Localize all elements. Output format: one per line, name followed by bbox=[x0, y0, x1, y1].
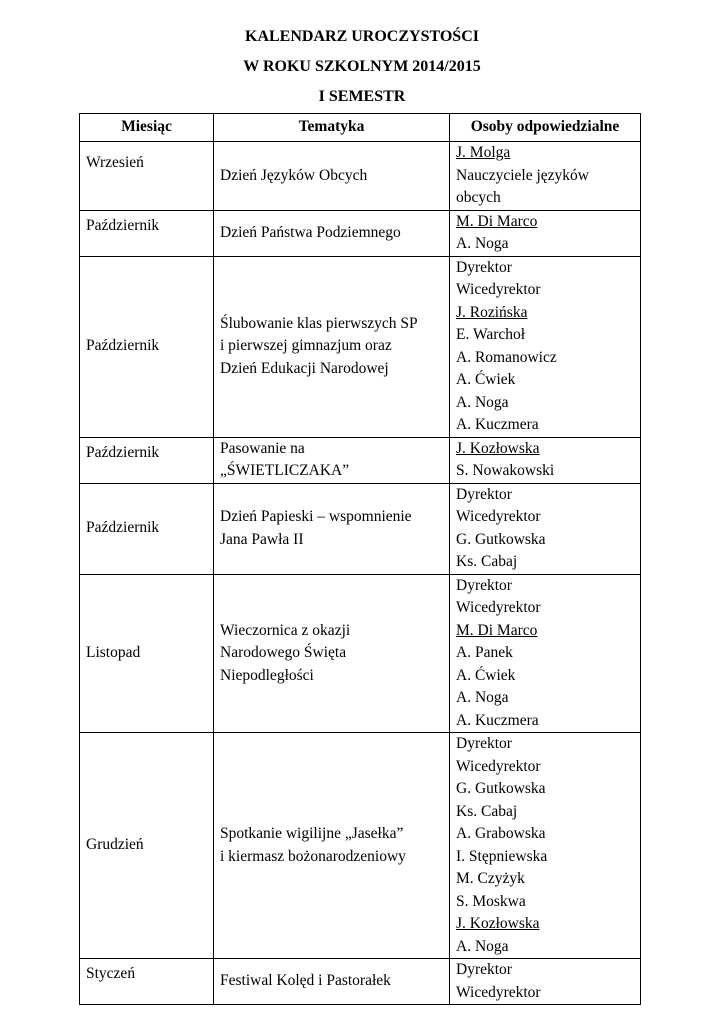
topic-line: Spotkanie wigilijne „Jasełka” bbox=[220, 825, 404, 842]
month-cell: Styczeń bbox=[80, 959, 214, 1005]
topic-line: Festiwal Kolęd i Pastorałek bbox=[220, 972, 391, 990]
responsible-person: J. Kozłowska bbox=[456, 439, 540, 457]
responsible-person: A. Noga bbox=[456, 937, 509, 955]
responsible-person: A. Grabowska bbox=[456, 825, 546, 842]
topic-cell bbox=[214, 256, 450, 437]
semester-title: I SEMESTR bbox=[318, 88, 406, 105]
people-cell bbox=[450, 437, 641, 483]
topic-line: Dzień Państwa Podziemnego bbox=[220, 223, 401, 241]
responsible-person: A. Romanowicz bbox=[456, 348, 557, 366]
responsible-person: E. Warchoł bbox=[456, 326, 526, 343]
table-row bbox=[80, 256, 641, 437]
responsible-person: M. Di Marco bbox=[456, 212, 538, 230]
responsible-person: J. Kozłowska bbox=[456, 915, 540, 932]
responsible-person: Dyrektor bbox=[456, 258, 512, 276]
responsible-person: S. Nowakowski bbox=[456, 462, 555, 479]
events-table bbox=[79, 113, 641, 1005]
topic-cell bbox=[214, 437, 450, 483]
table-row bbox=[80, 959, 641, 1005]
responsible-person: A. Ćwiek bbox=[456, 371, 516, 388]
responsible-person: A. Kuczmera bbox=[456, 711, 539, 729]
responsible-person: A. Ćwiek bbox=[456, 666, 516, 684]
responsible-person: Ks. Cabaj bbox=[456, 802, 518, 820]
responsible-person: obcych bbox=[456, 189, 501, 206]
month-cell: Wrzesień bbox=[80, 142, 214, 211]
topic-line: „ŚWIETLICZAKA” bbox=[220, 462, 350, 479]
topic-line: i kiermasz bożonarodzeniowy bbox=[220, 847, 406, 865]
responsible-person: M. Di Marco bbox=[456, 621, 538, 639]
people-cell bbox=[450, 574, 641, 733]
responsible-person: Dyrektor bbox=[456, 735, 512, 752]
topic-cell bbox=[214, 483, 450, 574]
column-header-people: Osoby odpowiedzialne bbox=[450, 114, 641, 142]
month-cell: Październik bbox=[80, 256, 214, 437]
topic-cell bbox=[214, 210, 450, 256]
month-cell: Grudzień bbox=[80, 733, 214, 959]
responsible-person: Dyrektor bbox=[456, 576, 512, 594]
responsible-person: Wicedyrektor bbox=[456, 983, 541, 1001]
topic-line: Dzień Języków Obcych bbox=[220, 166, 368, 184]
responsible-person: A. Noga bbox=[456, 393, 509, 411]
table-row bbox=[80, 210, 641, 256]
topic-line: i pierwszej gimnazjum oraz bbox=[220, 337, 392, 355]
responsible-person: J. Molga bbox=[456, 144, 511, 161]
topic-line: Narodowego Święta bbox=[220, 644, 347, 661]
people-cell bbox=[450, 959, 641, 1005]
people-cell bbox=[450, 256, 641, 437]
people-cell bbox=[450, 210, 641, 256]
month-cell: Październik bbox=[80, 437, 214, 483]
topic-cell bbox=[214, 959, 450, 1005]
responsible-person: A. Noga bbox=[456, 689, 509, 706]
responsible-person: Nauczyciele języków bbox=[456, 166, 589, 184]
topic-line: Wieczornica z okazji bbox=[220, 621, 351, 639]
topic-cell bbox=[214, 733, 450, 959]
responsible-person: Dyrektor bbox=[456, 961, 512, 978]
responsible-person: Wicedyrektor bbox=[456, 599, 541, 616]
responsible-person: A. Panek bbox=[456, 644, 513, 661]
responsible-person: G. Gutkowska bbox=[456, 530, 546, 548]
responsible-person: S. Moskwa bbox=[456, 892, 526, 910]
topic-line: Dzień Papieski – wspomnienie bbox=[220, 508, 412, 525]
responsible-person: A. Kuczmera bbox=[456, 416, 539, 433]
responsible-person: M. Czyżyk bbox=[456, 870, 525, 887]
responsible-person: Ks. Cabaj bbox=[456, 553, 518, 570]
responsible-person: Wicedyrektor bbox=[456, 281, 541, 298]
responsible-person: Dyrektor bbox=[456, 485, 512, 503]
table-header-row bbox=[80, 114, 641, 142]
month-cell: Listopad bbox=[80, 574, 214, 733]
responsible-person: G. Gutkowska bbox=[456, 780, 546, 797]
responsible-person: Wicedyrektor bbox=[456, 508, 541, 525]
table-row bbox=[80, 437, 641, 483]
responsible-person: A. Noga bbox=[456, 235, 509, 252]
topic-line: Dzień Edukacji Narodowej bbox=[220, 359, 389, 377]
table-row bbox=[80, 733, 641, 959]
table-row bbox=[80, 574, 641, 733]
topic-line: Jana Pawła II bbox=[220, 530, 304, 548]
column-header-topic: Tematyka bbox=[214, 114, 450, 142]
people-cell bbox=[450, 142, 641, 211]
table-row bbox=[80, 142, 641, 211]
month-cell: Październik bbox=[80, 210, 214, 256]
people-cell bbox=[450, 733, 641, 959]
topic-line: Pasowanie na bbox=[220, 439, 305, 457]
responsible-person: Wicedyrektor bbox=[456, 757, 541, 775]
topic-line: Ślubowanie klas pierwszych SP bbox=[220, 314, 418, 332]
document-header bbox=[0, 22, 724, 112]
responsible-person: J. Rozińska bbox=[456, 303, 528, 321]
topic-cell bbox=[214, 142, 450, 211]
month-cell: Październik bbox=[80, 483, 214, 574]
column-header-month: Miesiąc bbox=[80, 114, 214, 142]
table-row bbox=[80, 483, 641, 574]
topic-line: Niepodległości bbox=[220, 666, 314, 684]
people-cell bbox=[450, 483, 641, 574]
topic-cell bbox=[214, 574, 450, 733]
responsible-person: I. Stępniewska bbox=[456, 847, 548, 865]
document-title: KALENDARZ UROCZYSTOŚCI bbox=[245, 28, 479, 45]
school-year-title: W ROKU SZKOLNYM 2014/2015 bbox=[243, 58, 481, 75]
